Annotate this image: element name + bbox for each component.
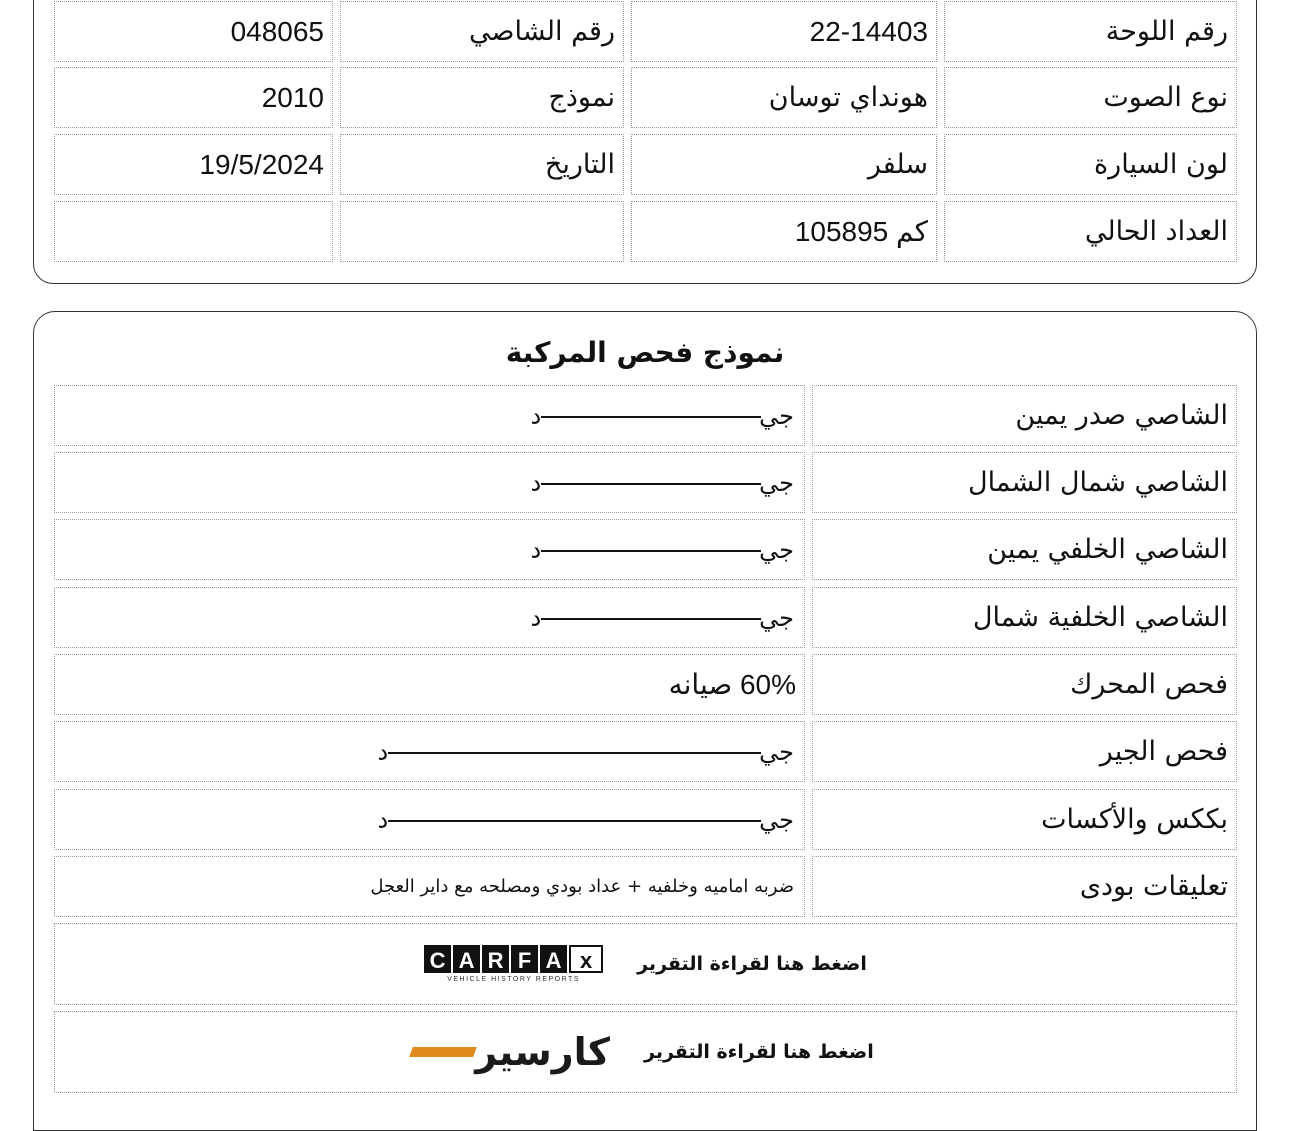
car-color-label: لون السيارة [1094, 149, 1228, 180]
odometer-label-cell [944, 201, 1237, 262]
body-comments-value: ضربه اماميه وخلفيه + عداد بودي ومصلحه مع داير العجل [370, 876, 794, 897]
carseer-link-text[interactable]: اضغط هنا لقراءة التقرير [644, 1041, 874, 1063]
carfax-link-text[interactable]: اضغط هنا لقراءة التقرير [637, 953, 867, 975]
date-value: 19/5/2024 [199, 148, 324, 180]
inspection-title: نموذج فحص المركبة [505, 336, 785, 369]
inspection-label-cell [812, 385, 1237, 446]
inspection-label-cell [812, 789, 1237, 850]
engine-check-value: 60% صيانه [668, 669, 796, 700]
good-rating: جيد [377, 805, 794, 834]
inspection-label-cell [812, 856, 1237, 917]
carfax-logo[interactable]: C A R F A x VEHICLE HISTORY REPORTS [424, 945, 603, 983]
inspection-value-cell [54, 789, 805, 850]
good-rating: جيد [530, 401, 794, 430]
odometer-value: كم 105895 [794, 216, 928, 247]
inspection-label: الشاصي صدر يمين [1015, 400, 1228, 431]
chassis-number-value: 048065 [230, 15, 324, 47]
carseer-report-link[interactable] [54, 1011, 1237, 1093]
vehicle-info-panel [33, 0, 1257, 284]
chassis-number-label: رقم الشاصي [469, 16, 615, 47]
model-value-cell [54, 67, 333, 128]
inspection-label: بككس والأكسات [1041, 804, 1228, 835]
inspection-label: الشاصي الخلفية شمال [972, 602, 1228, 633]
inspection-value-cell [54, 519, 805, 580]
chassis-number-label-cell [340, 1, 624, 62]
empty-value-cell [54, 201, 333, 262]
inspection-label-cell [812, 654, 1237, 715]
inspection-label-cell [812, 721, 1237, 782]
date-label-cell [340, 134, 624, 195]
model-label: نموذج [548, 82, 615, 113]
chassis-number-value-cell [54, 1, 333, 62]
inspection-label: تعليقات بودى [1079, 871, 1228, 902]
inspection-label: الشاصي شمال الشمال [968, 467, 1228, 498]
vehicle-type-value: هونداي توسان [768, 82, 928, 113]
inspection-value-cell [54, 587, 805, 648]
good-rating: جيد [530, 468, 794, 497]
odometer-label: العداد الحالي [1084, 216, 1228, 247]
inspection-panel [33, 311, 1257, 1131]
car-color-value-cell [631, 134, 937, 195]
carseer-logo[interactable]: كارسير [417, 1033, 610, 1071]
good-rating: جيد [377, 737, 794, 766]
vehicle-type-value-cell [631, 67, 937, 128]
inspection-label: الشاصي الخلفي يمين [987, 534, 1228, 565]
inspection-label-cell [812, 587, 1237, 648]
inspection-label-cell [812, 519, 1237, 580]
good-rating: جيد [530, 535, 794, 564]
plate-number-value: 22-14403 [809, 15, 928, 47]
car-color-label-cell [944, 134, 1237, 195]
inspection-value-cell [54, 721, 805, 782]
date-value-cell [54, 134, 333, 195]
inspection-value-cell [54, 654, 805, 715]
carfax-report-link[interactable] [54, 923, 1237, 1005]
plate-number-label-cell [944, 1, 1237, 62]
vehicle-type-label: نوع الصوت [1103, 82, 1228, 113]
inspection-label-cell [812, 452, 1237, 513]
model-label-cell [340, 67, 624, 128]
plate-number-label: رقم اللوحة [1105, 16, 1228, 47]
inspection-value-cell [54, 856, 805, 917]
inspection-label: فحص الجير [1099, 736, 1228, 767]
vehicle-type-label-cell [944, 67, 1237, 128]
car-color-value: سلفر [867, 149, 928, 180]
plate-number-value-cell [631, 1, 937, 62]
inspection-label: فحص المحرك [1070, 669, 1228, 700]
inspection-value-cell [54, 452, 805, 513]
inspection-value-cell [54, 385, 805, 446]
date-label: التاريخ [544, 149, 615, 180]
model-value: 2010 [261, 81, 324, 113]
odometer-value-cell [631, 201, 937, 262]
good-rating: جيد [530, 603, 794, 632]
empty-label-cell [340, 201, 624, 262]
